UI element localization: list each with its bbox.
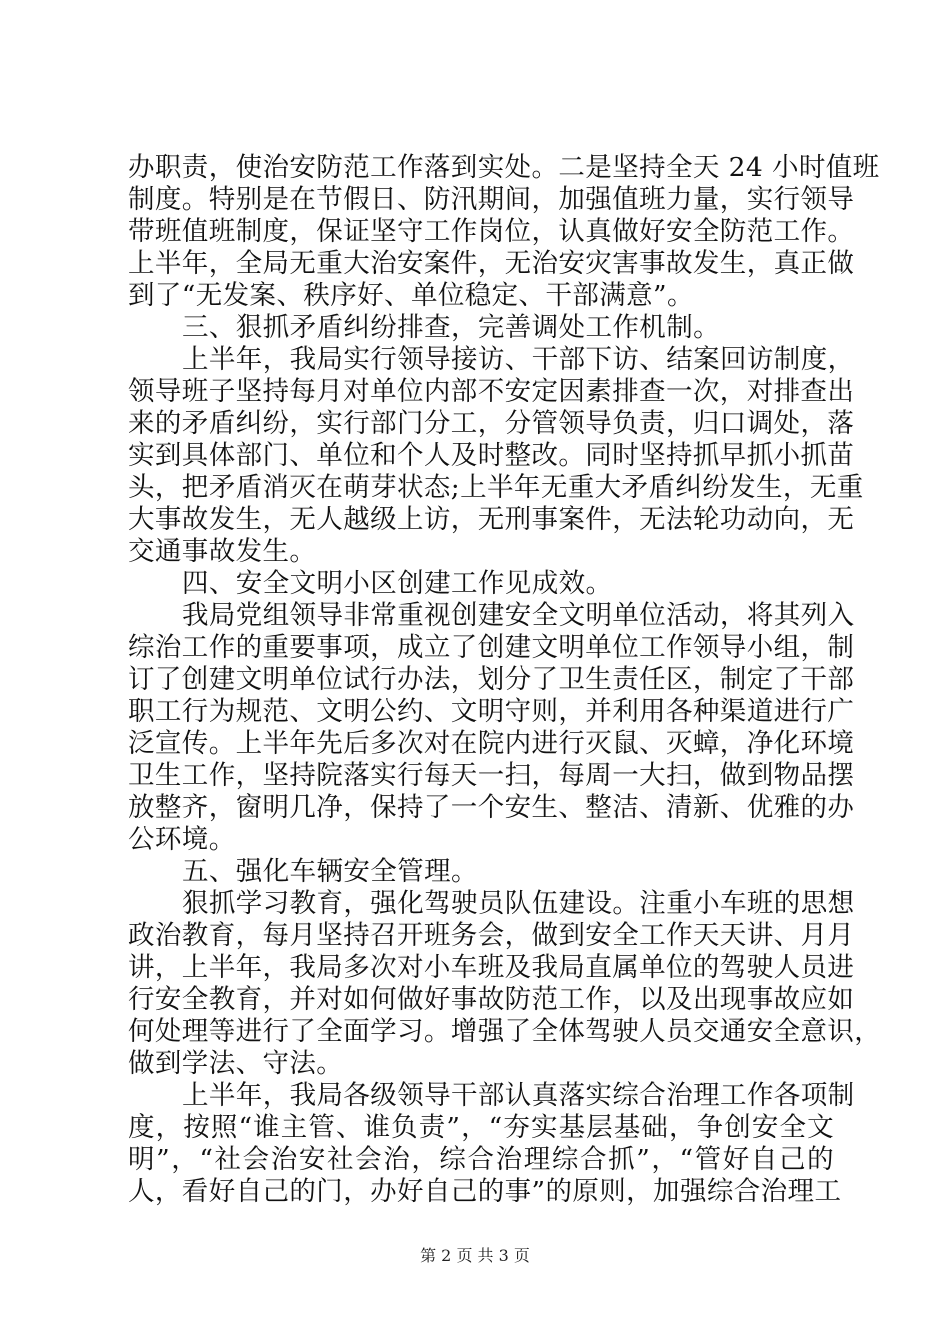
- text-line: 实到具体部门、单位和个人及时整改。同时坚持抓早抓小抓苗: [128, 440, 855, 471]
- text-line: 明”，“社会治安社会治，综合治理综合抓”，“管好自己的: [128, 1144, 834, 1175]
- text-line: 公环境。: [128, 824, 236, 855]
- text-line: 上半年，我局各级领导干部认真落实综合治理工作各项制: [182, 1080, 855, 1111]
- text-line: 度，按照“谁主管、谁负责”，“夯实基层基础，争创安全文: [128, 1112, 834, 1143]
- text-line: 做到学法、守法。: [128, 1048, 344, 1079]
- text-line: 办职责，使治安防范工作落到实处。二是坚持全天 24 小时值班: [128, 152, 880, 183]
- text-line: 到了“无发案、秩序好、单位稳定、干部满意”。: [128, 280, 694, 311]
- text-line: 来的矛盾纠纷，实行部门分工，分管领导负责，归口调处，落: [128, 408, 855, 439]
- text-line: 综治工作的重要事项，成立了创建文明单位工作领导小组，制: [128, 632, 855, 663]
- text-line: 三、狠抓矛盾纠纷排查，完善调处工作机制。: [182, 312, 720, 343]
- text-line: 讲，上半年，我局多次对小车班及我局直属单位的驾驶人员进: [128, 952, 855, 983]
- text-line: 泛宣传。上半年先后多次对在院内进行灭鼠、灭蟑，净化环境: [128, 728, 855, 759]
- text-line: 领导班子坚持每月对单位内部不安定因素排查一次，对排查出: [128, 376, 855, 407]
- text-line: 放整齐，窗明几净，保持了一个安生、整洁、清新、优雅的办: [128, 792, 855, 823]
- text-line: 何处理等进行了全面学习。增强了全体驾驶人员交通安全意识，: [128, 1016, 882, 1047]
- text-line: 大事故发生，无人越级上访，无刑事案件，无法轮功动向，无: [128, 504, 855, 535]
- text-line: 头，把矛盾消灭在萌芽状态;上半年无重大矛盾纠纷发生，无重: [128, 472, 864, 503]
- text-line: 制度。特别是在节假日、防汛期间，加强值班力量，实行领导: [128, 184, 855, 215]
- text-line: 带班值班制度，保证坚守工作岗位，认真做好安全防范工作。: [128, 216, 855, 247]
- text-line: 职工行为规范、文明公约、文明守则，并利用各种渠道进行广: [128, 696, 855, 727]
- text-line: 卫生工作，坚持院落实行每天一扫，每周一大扫，做到物品摆: [128, 760, 855, 791]
- text-line: 上半年，我局实行领导接访、干部下访、结案回访制度，: [182, 344, 855, 375]
- text-line: 行安全教育，并对如何做好事故防范工作，以及出现事故应如: [128, 984, 855, 1015]
- text-line: 订了创建文明单位试行办法，划分了卫生责任区，制定了干部: [128, 664, 855, 695]
- text-line: 上半年，全局无重大治安案件，无治安灾害事故发生，真正做: [128, 248, 855, 279]
- text-line: 四、安全文明小区创建工作见成效。: [182, 568, 613, 599]
- text-line: 狠抓学习教育，强化驾驶员队伍建设。注重小车班的思想: [182, 888, 855, 919]
- page-footer: 第 2 页 共 3 页: [420, 1246, 530, 1265]
- text-line: 五、强化车辆安全管理。: [182, 856, 478, 887]
- text-line: 人，看好自己的门，办好自己的事”的原则，加强综合治理工: [128, 1176, 842, 1207]
- document-body: [128, 152, 882, 1208]
- text-line: 政治教育，每月坚持召开班务会，做到安全工作天天讲、月月: [128, 920, 855, 951]
- text-line: 交通事故发生。: [128, 536, 317, 567]
- text-line: 我局党组领导非常重视创建安全文明单位活动，将其列入: [182, 600, 855, 631]
